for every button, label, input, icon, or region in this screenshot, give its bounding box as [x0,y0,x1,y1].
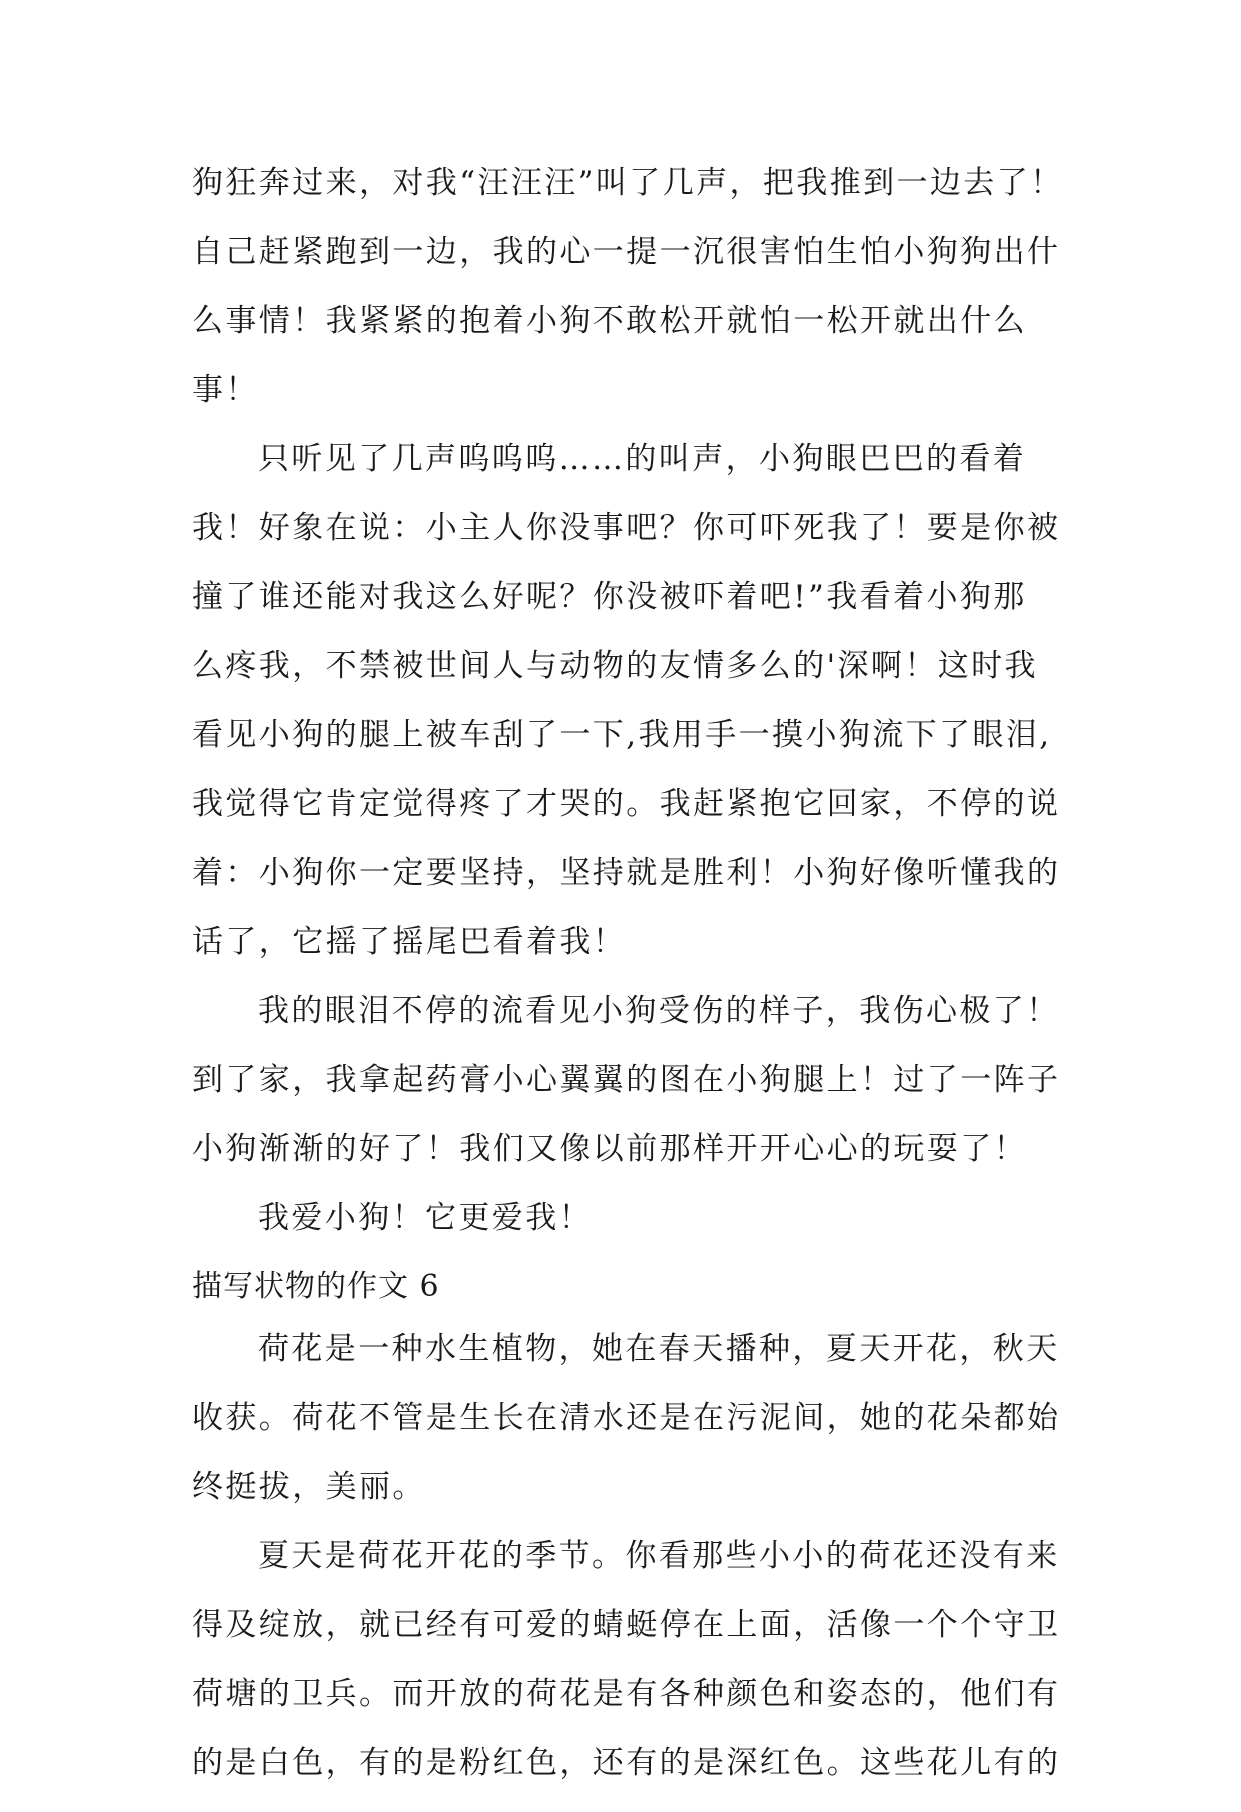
text-line: 我爱小狗！它更爱我！ [258,1200,592,1236]
text-line: 撞了谁还能对我这么好呢？你没被吓着吧!”我看着小狗那 [192,579,1027,615]
text-line: 自己赶紧跑到一边，我的心一提一沉很害怕生怕小狗狗出什 [192,234,1061,270]
text-line: 事！ [192,372,259,408]
text-line: 的是白色，有的是粉红色，还有的是深红色。这些花儿有的 [192,1745,1061,1781]
text-line: 我的眼泪不停的流看见小狗受伤的样子，我伤心极了！ [258,993,1060,1029]
text-line: 看见小狗的腿上被车刮了一下,我用手一摸小狗流下了眼泪, [192,717,1052,753]
text-line: 小狗渐渐的好了！我们又像以前那样开开心心的玩耍了！ [192,1131,1027,1167]
section-heading: 描写状物的作文 6 [192,1269,440,1304]
text-line: 到了家，我拿起药膏小心翼翼的图在小狗腿上！过了一阵子 [192,1062,1061,1098]
text-line: 夏天是荷花开花的季节。你看那些小小的荷花还没有来 [258,1538,1060,1574]
text-line: 收获。荷花不管是生长在清水还是在污泥间，她的花朵都始 [192,1400,1061,1436]
text-line: 么疼我，不禁被世间人与动物的友情多么的'深啊！这时我 [192,648,1038,684]
text-line: 只听见了几声呜呜呜……的叫声，小狗眼巴巴的看着 [258,441,1027,477]
text-line: 我！好象在说：小主人你没事吧？你可吓死我了！要是你被 [192,510,1061,546]
text-line: 荷塘的卫兵。而开放的荷花是有各种颜色和姿态的，他们有 [192,1676,1061,1712]
document-body [192,163,1064,1812]
paragraph-3 [192,991,1061,1198]
paragraph-5 [192,1329,1061,1536]
paragraph-1 [192,163,1064,439]
text-line: 着：小狗你一定要坚持，坚持就是胜利！小狗好像听懂我的 [192,855,1061,891]
text-line: 荷花是一种水生植物，她在春天播种，夏天开花，秋天 [258,1331,1060,1367]
text-line: 终挺拔，美丽。 [192,1469,426,1505]
paragraph-6 [192,1536,1061,1812]
text-line: 得及绽放，就已经有可爱的蜻蜓停在上面，活像一个个守卫 [192,1607,1061,1643]
text-line: 我觉得它肯定觉得疼了才哭的。我赶紧抱它回家，不停的说 [192,786,1061,822]
paragraph-2 [192,439,1061,991]
text-line: 么事情！我紧紧的抱着小狗不敢松开就怕一松开就出什么 [192,303,1027,339]
paragraph-4 [192,1198,1052,1267]
text-line: 话了，它摇了摇尾巴看着我！ [192,924,627,960]
text-line: 狗狂奔过来，对我“汪汪汪”叫了几声，把我推到一边去了！ [192,165,1064,201]
